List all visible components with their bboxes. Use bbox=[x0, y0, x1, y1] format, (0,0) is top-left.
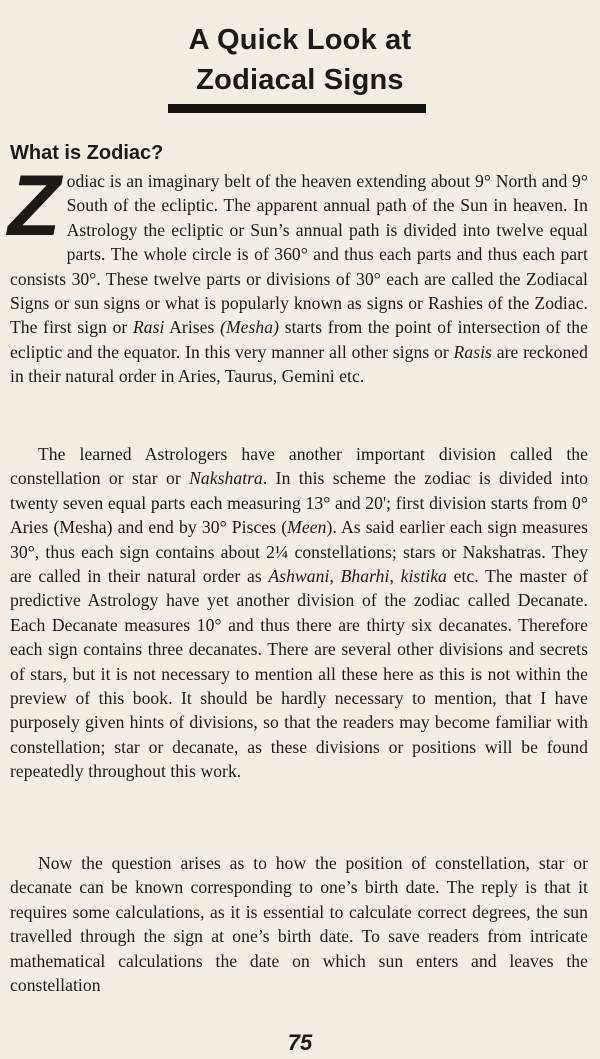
paragraph-3-text bbox=[10, 851, 588, 997]
drop-cap: Z bbox=[8, 158, 61, 254]
text-run: are reckoned in their natural order in Aries, Taurus, Gemini etc. bbox=[10, 341, 588, 387]
italic-term: Bharhi bbox=[340, 566, 390, 587]
chapter-title bbox=[0, 20, 600, 100]
paragraph-2 bbox=[10, 442, 588, 784]
italic-term: kistika bbox=[400, 566, 447, 587]
text-run: , bbox=[329, 566, 341, 587]
text-run: , bbox=[389, 566, 401, 587]
text-run: odiac is an imaginary belt of the heaven extending about 9° North and 9° South of the ecliptic. The apparent annual path of the Sun in heaven. In Astrology the ecliptic or Sun’s annual path is divided into twelve equal parts. The whole circle is of 360° and thus each parts and thus each part consists 30°. These twelve parts or divisions of 30° each are called the Zodiacal Signs or sun signs or what is popularly known as signs or Rashies of the Zodiac. The first sign or bbox=[10, 171, 588, 338]
text-run: The learned Astrologers have another important division called the constellation or star or bbox=[10, 444, 588, 489]
paragraph-1 bbox=[8, 158, 588, 389]
text-run: etc. The master of predictive Astrology have yet another division of the zodiac called Decanate. Each Decanate measures 10° and thus there are thirty six decanates. Therefore each sign contains three decanates. There are several other divisions and secrets of stars, but it is not necessary to mention all these here as this is not within the preview of this book. It should be hardly necessary to mention, that I have purposely given hints of divisions, so that the readers may become familiar with constellation; star or decanate, as these divisions or positions will be found repeatedly throughout this work. bbox=[10, 566, 588, 782]
section-heading: What is Zodiac? bbox=[10, 142, 164, 164]
text-run: Arises bbox=[164, 317, 221, 338]
text-run: starts from the point of intersection of the ecliptic and the equator. In this very manner all other signs or bbox=[10, 317, 588, 362]
chapter-title-line-1: A Quick Look at bbox=[188, 24, 412, 56]
text-run: . In this scheme the zodiac is divided into twenty seven equal parts each measuring 13° and 20'; first division starts from 0° Aries (Mesha) and end by 30° Pisces ( bbox=[10, 468, 588, 538]
italic-term: Rasi bbox=[132, 317, 165, 338]
text-run: Now the question arises as to how the position of constellation, star or decanate can be known corresponding to one’s birth date. The reply is that it requires some calculations, as it is essential to calculate correct degrees, the sun travelled through the sign at one’s birth date. To save readers from intricate mathematical calculations the date on which sun enters and leaves the constellation bbox=[10, 853, 588, 996]
title-underline-rule bbox=[168, 104, 426, 113]
paragraph-3 bbox=[10, 851, 588, 997]
italic-term: Rasis bbox=[453, 341, 492, 362]
text-run: ). As said earlier each sign measures 30°, thus each sign contains about 2¼ constellations; stars or Nakshatras. They are called in their natural order as bbox=[10, 517, 588, 587]
italic-term: Nakshatra bbox=[189, 468, 263, 489]
paragraph-1-text bbox=[8, 158, 588, 389]
italic-term: Ashwani bbox=[268, 566, 330, 587]
italic-term: Meen bbox=[287, 517, 327, 538]
italic-term: (Mesha) bbox=[220, 317, 280, 338]
paragraph-2-text bbox=[10, 442, 588, 784]
chapter-title-line-2: Zodiacal Signs bbox=[196, 64, 404, 96]
page-number: 75 bbox=[287, 1030, 313, 1055]
